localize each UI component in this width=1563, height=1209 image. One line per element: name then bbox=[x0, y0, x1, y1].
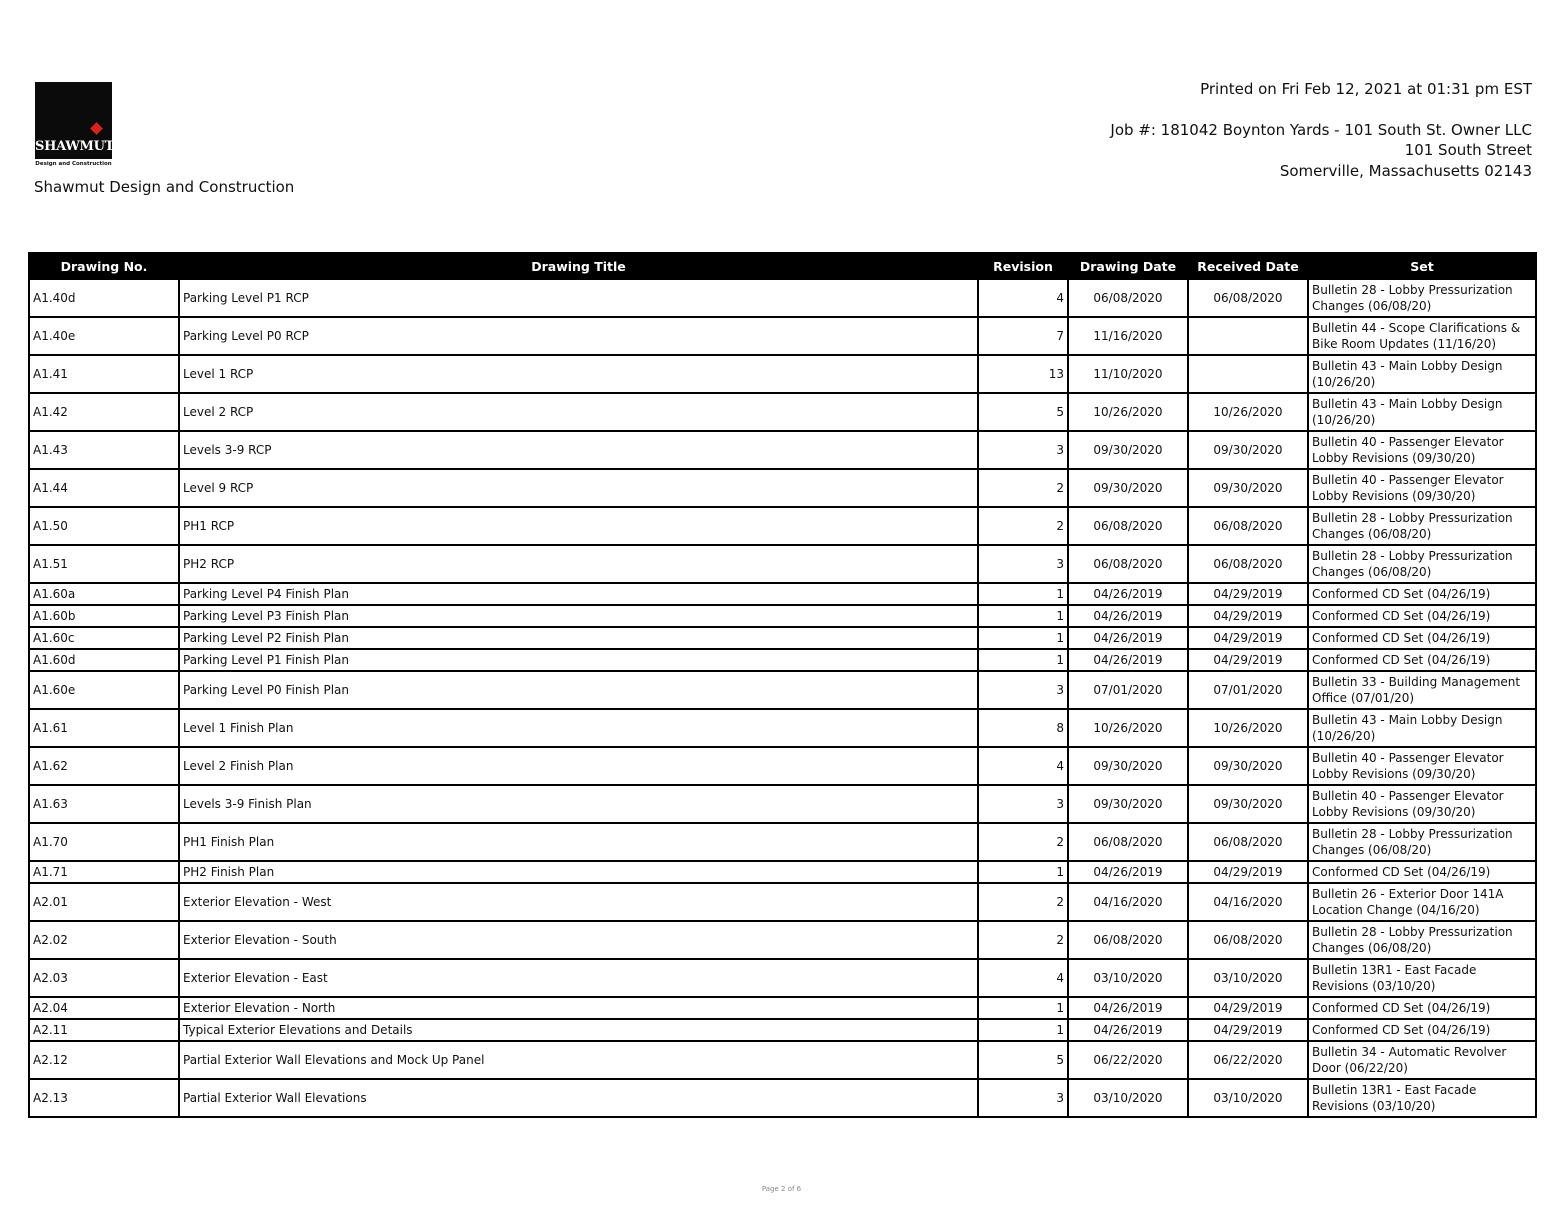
drawing-date-cell: 06/08/2020 bbox=[1068, 279, 1188, 317]
drawing-title-cell: PH2 Finish Plan bbox=[179, 861, 978, 883]
received-date-cell: 09/30/2020 bbox=[1188, 469, 1308, 507]
drawing-date-cell: 11/10/2020 bbox=[1068, 355, 1188, 393]
drawing-date-cell: 06/08/2020 bbox=[1068, 921, 1188, 959]
set-cell: Bulletin 40 - Passenger Elevator Lobby Revisions (09/30/20) bbox=[1308, 785, 1536, 823]
received-date-cell: 06/08/2020 bbox=[1188, 921, 1308, 959]
set-cell: Bulletin 13R1 - East Facade Revisions (03/10/20) bbox=[1308, 1079, 1536, 1117]
received-date-cell: 04/29/2019 bbox=[1188, 605, 1308, 627]
header-drawing-title: Drawing Title bbox=[179, 253, 978, 279]
drawing-no-cell: A2.11 bbox=[29, 1019, 179, 1041]
drawing-no-cell: A1.61 bbox=[29, 709, 179, 747]
set-cell: Bulletin 26 - Exterior Door 141A Location Change (04/16/20) bbox=[1308, 883, 1536, 921]
drawing-title-cell: Level 1 Finish Plan bbox=[179, 709, 978, 747]
drawing-title-cell: Parking Level P1 Finish Plan bbox=[179, 649, 978, 671]
drawing-title-cell: Levels 3-9 RCP bbox=[179, 431, 978, 469]
drawing-no-cell: A1.60a bbox=[29, 583, 179, 605]
drawing-no-cell: A1.60d bbox=[29, 649, 179, 671]
drawing-no-cell: A2.01 bbox=[29, 883, 179, 921]
drawing-date-cell: 06/08/2020 bbox=[1068, 507, 1188, 545]
drawing-title-cell: Exterior Elevation - South bbox=[179, 921, 978, 959]
table-row bbox=[29, 823, 1536, 861]
header-received-date: Received Date bbox=[1188, 253, 1308, 279]
drawing-title-cell: Parking Level P0 RCP bbox=[179, 317, 978, 355]
table-row bbox=[29, 1079, 1536, 1117]
table-row bbox=[29, 1041, 1536, 1079]
set-cell: Bulletin 43 - Main Lobby Design (10/26/20) bbox=[1308, 355, 1536, 393]
printed-on: Printed on Fri Feb 12, 2021 at 01:31 pm EST bbox=[1200, 80, 1532, 98]
received-date-cell bbox=[1188, 317, 1308, 355]
revision-cell: 3 bbox=[978, 431, 1068, 469]
set-cell: Conformed CD Set (04/26/19) bbox=[1308, 627, 1536, 649]
header-drawing-no: Drawing No. bbox=[29, 253, 179, 279]
revision-cell: 5 bbox=[978, 1041, 1068, 1079]
revision-cell: 2 bbox=[978, 823, 1068, 861]
set-cell: Bulletin 43 - Main Lobby Design (10/26/20) bbox=[1308, 709, 1536, 747]
drawing-log-table bbox=[28, 252, 1537, 1118]
set-cell: Bulletin 28 - Lobby Pressurization Changes (06/08/20) bbox=[1308, 921, 1536, 959]
revision-cell: 3 bbox=[978, 1079, 1068, 1117]
set-cell: Bulletin 28 - Lobby Pressurization Changes (06/08/20) bbox=[1308, 545, 1536, 583]
set-cell: Bulletin 44 - Scope Clarifications & Bike Room Updates (11/16/20) bbox=[1308, 317, 1536, 355]
received-date-cell: 03/10/2020 bbox=[1188, 959, 1308, 997]
drawing-date-cell: 04/26/2019 bbox=[1068, 627, 1188, 649]
revision-cell: 1 bbox=[978, 605, 1068, 627]
revision-cell: 7 bbox=[978, 317, 1068, 355]
drawing-date-cell: 06/22/2020 bbox=[1068, 1041, 1188, 1079]
page-number: Page 2 of 6 bbox=[761, 1185, 802, 1193]
drawing-date-cell: 06/08/2020 bbox=[1068, 545, 1188, 583]
table-row bbox=[29, 431, 1536, 469]
drawing-date-cell: 07/01/2020 bbox=[1068, 671, 1188, 709]
drawing-date-cell: 09/30/2020 bbox=[1068, 747, 1188, 785]
drawing-title-cell: Parking Level P0 Finish Plan bbox=[179, 671, 978, 709]
job-line-3: Somerville, Massachusetts 02143 bbox=[1279, 161, 1532, 180]
table-row bbox=[29, 393, 1536, 431]
drawing-date-cell: 04/26/2019 bbox=[1068, 997, 1188, 1019]
table-row bbox=[29, 605, 1536, 627]
set-cell: Bulletin 40 - Passenger Elevator Lobby Revisions (09/30/20) bbox=[1308, 747, 1536, 785]
received-date-cell: 06/22/2020 bbox=[1188, 1041, 1308, 1079]
revision-cell: 4 bbox=[978, 279, 1068, 317]
table-row bbox=[29, 883, 1536, 921]
received-date-cell: 10/26/2020 bbox=[1188, 393, 1308, 431]
table-row bbox=[29, 747, 1536, 785]
drawing-date-cell: 10/26/2020 bbox=[1068, 393, 1188, 431]
drawing-no-cell: A1.42 bbox=[29, 393, 179, 431]
drawing-title-cell: Parking Level P4 Finish Plan bbox=[179, 583, 978, 605]
header-revision: Revision bbox=[978, 253, 1068, 279]
received-date-cell: 09/30/2020 bbox=[1188, 747, 1308, 785]
drawing-no-cell: A1.60e bbox=[29, 671, 179, 709]
drawing-date-cell: 04/26/2019 bbox=[1068, 649, 1188, 671]
received-date-cell: 06/08/2020 bbox=[1188, 279, 1308, 317]
received-date-cell: 04/29/2019 bbox=[1188, 649, 1308, 671]
set-cell: Bulletin 28 - Lobby Pressurization Changes (06/08/20) bbox=[1308, 279, 1536, 317]
drawing-date-cell: 09/30/2020 bbox=[1068, 431, 1188, 469]
drawing-no-cell: A1.43 bbox=[29, 431, 179, 469]
drawing-no-cell: A1.63 bbox=[29, 785, 179, 823]
table-row bbox=[29, 1019, 1536, 1041]
drawing-no-cell: A2.03 bbox=[29, 959, 179, 997]
drawing-title-cell: Levels 3-9 Finish Plan bbox=[179, 785, 978, 823]
received-date-cell: 07/01/2020 bbox=[1188, 671, 1308, 709]
drawing-no-cell: A1.70 bbox=[29, 823, 179, 861]
table-row bbox=[29, 469, 1536, 507]
drawing-title-cell: PH1 Finish Plan bbox=[179, 823, 978, 861]
drawing-no-cell: A1.51 bbox=[29, 545, 179, 583]
drawing-title-cell: Level 2 RCP bbox=[179, 393, 978, 431]
drawing-no-cell: A1.44 bbox=[29, 469, 179, 507]
set-cell: Bulletin 34 - Automatic Revolver Door (06/22/20) bbox=[1308, 1041, 1536, 1079]
revision-cell: 3 bbox=[978, 545, 1068, 583]
table-row bbox=[29, 507, 1536, 545]
drawing-title-cell: PH2 RCP bbox=[179, 545, 978, 583]
drawing-date-cell: 11/16/2020 bbox=[1068, 317, 1188, 355]
received-date-cell: 09/30/2020 bbox=[1188, 785, 1308, 823]
drawing-title-cell: Level 9 RCP bbox=[179, 469, 978, 507]
drawing-date-cell: 04/26/2019 bbox=[1068, 1019, 1188, 1041]
drawing-no-cell: A2.04 bbox=[29, 997, 179, 1019]
set-cell: Conformed CD Set (04/26/19) bbox=[1308, 1019, 1536, 1041]
table-row bbox=[29, 709, 1536, 747]
drawing-no-cell: A1.71 bbox=[29, 861, 179, 883]
revision-cell: 1 bbox=[978, 997, 1068, 1019]
set-cell: Bulletin 28 - Lobby Pressurization Changes (06/08/20) bbox=[1308, 507, 1536, 545]
revision-cell: 4 bbox=[978, 747, 1068, 785]
set-cell: Bulletin 33 - Building Management Office (07/01/20) bbox=[1308, 671, 1536, 709]
set-cell: Bulletin 40 - Passenger Elevator Lobby Revisions (09/30/20) bbox=[1308, 431, 1536, 469]
drawing-date-cell: 04/26/2019 bbox=[1068, 605, 1188, 627]
drawing-title-cell: Level 1 RCP bbox=[179, 355, 978, 393]
table-row bbox=[29, 671, 1536, 709]
report-header bbox=[1110, 79, 1532, 181]
received-date-cell: 03/10/2020 bbox=[1188, 1079, 1308, 1117]
drawing-no-cell: A2.13 bbox=[29, 1079, 179, 1117]
table-row bbox=[29, 649, 1536, 671]
table-row bbox=[29, 279, 1536, 317]
logo-name: SHAWMUT bbox=[35, 139, 115, 154]
drawing-title-cell: Exterior Elevation - East bbox=[179, 959, 978, 997]
table-header-row bbox=[29, 253, 1536, 279]
drawing-no-cell: A1.60b bbox=[29, 605, 179, 627]
revision-cell: 8 bbox=[978, 709, 1068, 747]
set-cell: Bulletin 40 - Passenger Elevator Lobby Revisions (09/30/20) bbox=[1308, 469, 1536, 507]
received-date-cell: 04/29/2019 bbox=[1188, 583, 1308, 605]
set-cell: Bulletin 43 - Main Lobby Design (10/26/20) bbox=[1308, 393, 1536, 431]
drawing-no-cell: A1.60c bbox=[29, 627, 179, 649]
drawing-title-cell: PH1 RCP bbox=[179, 507, 978, 545]
drawing-date-cell: 04/16/2020 bbox=[1068, 883, 1188, 921]
received-date-cell: 06/08/2020 bbox=[1188, 545, 1308, 583]
job-line-2: 101 South Street bbox=[1404, 141, 1532, 159]
drawing-title-cell: Parking Level P3 Finish Plan bbox=[179, 605, 978, 627]
drawing-no-cell: A1.40e bbox=[29, 317, 179, 355]
table-row bbox=[29, 959, 1536, 997]
header-drawing-date: Drawing Date bbox=[1068, 253, 1188, 279]
set-cell: Conformed CD Set (04/26/19) bbox=[1308, 605, 1536, 627]
received-date-cell bbox=[1188, 355, 1308, 393]
drawing-title-cell: Parking Level P1 RCP bbox=[179, 279, 978, 317]
table-row bbox=[29, 355, 1536, 393]
table-row bbox=[29, 627, 1536, 649]
table-row bbox=[29, 921, 1536, 959]
drawing-date-cell: 03/10/2020 bbox=[1068, 1079, 1188, 1117]
drawing-title-cell: Typical Exterior Elevations and Details bbox=[179, 1019, 978, 1041]
set-cell: Conformed CD Set (04/26/19) bbox=[1308, 583, 1536, 605]
drawing-title-cell: Partial Exterior Wall Elevations bbox=[179, 1079, 978, 1117]
logo-diamond-icon bbox=[90, 122, 103, 135]
revision-cell: 13 bbox=[978, 355, 1068, 393]
drawing-title-cell: Partial Exterior Wall Elevations and Mock Up Panel bbox=[179, 1041, 978, 1079]
drawing-no-cell: A1.41 bbox=[29, 355, 179, 393]
revision-cell: 3 bbox=[978, 671, 1068, 709]
drawing-no-cell: A2.12 bbox=[29, 1041, 179, 1079]
revision-cell: 1 bbox=[978, 583, 1068, 605]
revision-cell: 2 bbox=[978, 883, 1068, 921]
table-row bbox=[29, 583, 1536, 605]
drawing-title-cell: Parking Level P2 Finish Plan bbox=[179, 627, 978, 649]
set-cell: Conformed CD Set (04/26/19) bbox=[1308, 649, 1536, 671]
table-row bbox=[29, 861, 1536, 883]
drawing-no-cell: A1.50 bbox=[29, 507, 179, 545]
logo-subtitle: Design and Construction bbox=[35, 161, 112, 167]
drawing-no-cell: A1.62 bbox=[29, 747, 179, 785]
table-row bbox=[29, 317, 1536, 355]
received-date-cell: 04/29/2019 bbox=[1188, 627, 1308, 649]
revision-cell: 5 bbox=[978, 393, 1068, 431]
drawing-date-cell: 10/26/2020 bbox=[1068, 709, 1188, 747]
received-date-cell: 10/26/2020 bbox=[1188, 709, 1308, 747]
company-name: Shawmut Design and Construction bbox=[34, 178, 295, 196]
revision-cell: 3 bbox=[978, 785, 1068, 823]
drawing-date-cell: 04/26/2019 bbox=[1068, 583, 1188, 605]
revision-cell: 1 bbox=[978, 861, 1068, 883]
set-cell: Bulletin 13R1 - East Facade Revisions (03/10/20) bbox=[1308, 959, 1536, 997]
drawing-date-cell: 04/26/2019 bbox=[1068, 861, 1188, 883]
revision-cell: 1 bbox=[978, 627, 1068, 649]
drawing-date-cell: 03/10/2020 bbox=[1068, 959, 1188, 997]
company-logo bbox=[35, 82, 115, 159]
revision-cell: 2 bbox=[978, 507, 1068, 545]
drawing-date-cell: 09/30/2020 bbox=[1068, 785, 1188, 823]
received-date-cell: 04/29/2019 bbox=[1188, 1019, 1308, 1041]
drawing-date-cell: 06/08/2020 bbox=[1068, 823, 1188, 861]
received-date-cell: 06/08/2020 bbox=[1188, 507, 1308, 545]
drawing-title-cell: Exterior Elevation - North bbox=[179, 997, 978, 1019]
set-cell: Conformed CD Set (04/26/19) bbox=[1308, 997, 1536, 1019]
revision-cell: 1 bbox=[978, 649, 1068, 671]
drawing-no-cell: A2.02 bbox=[29, 921, 179, 959]
header-set: Set bbox=[1308, 253, 1536, 279]
revision-cell: 2 bbox=[978, 469, 1068, 507]
received-date-cell: 04/29/2019 bbox=[1188, 861, 1308, 883]
table-row bbox=[29, 997, 1536, 1019]
drawing-title-cell: Level 2 Finish Plan bbox=[179, 747, 978, 785]
job-line-1: Job #: 181042 Boynton Yards - 101 South St. Owner LLC bbox=[1110, 120, 1532, 139]
set-cell: Bulletin 28 - Lobby Pressurization Changes (06/08/20) bbox=[1308, 823, 1536, 861]
received-date-cell: 04/29/2019 bbox=[1188, 997, 1308, 1019]
received-date-cell: 06/08/2020 bbox=[1188, 823, 1308, 861]
revision-cell: 4 bbox=[978, 959, 1068, 997]
revision-cell: 1 bbox=[978, 1019, 1068, 1041]
received-date-cell: 09/30/2020 bbox=[1188, 431, 1308, 469]
table-row bbox=[29, 785, 1536, 823]
drawing-date-cell: 09/30/2020 bbox=[1068, 469, 1188, 507]
table-row bbox=[29, 545, 1536, 583]
drawing-no-cell: A1.40d bbox=[29, 279, 179, 317]
set-cell: Conformed CD Set (04/26/19) bbox=[1308, 861, 1536, 883]
received-date-cell: 04/16/2020 bbox=[1188, 883, 1308, 921]
revision-cell: 2 bbox=[978, 921, 1068, 959]
drawing-title-cell: Exterior Elevation - West bbox=[179, 883, 978, 921]
